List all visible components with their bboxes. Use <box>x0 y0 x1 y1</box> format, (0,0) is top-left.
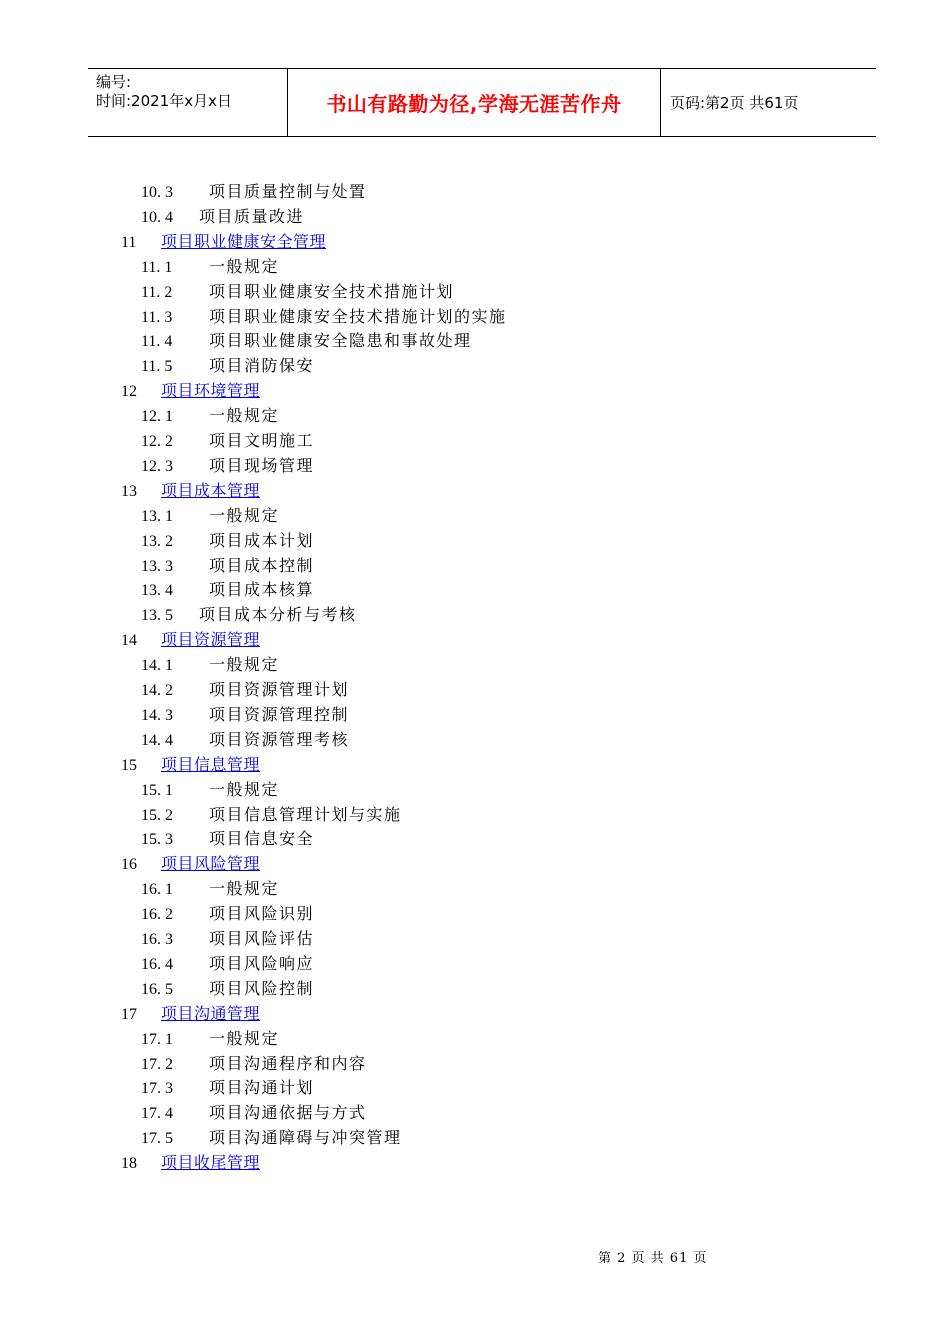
toc-entry-title: 一般规定 <box>209 879 280 899</box>
toc-section-entry <box>141 528 314 553</box>
toc-entry-number: 17 <box>121 1005 137 1023</box>
toc-entry-number: 13. 4 <box>141 582 173 600</box>
toc-section-entry <box>141 1100 367 1125</box>
toc-section-entry <box>141 777 279 802</box>
toc-entry-title: 项目信息安全 <box>209 829 315 849</box>
toc-entry-number: 11. 4 <box>141 333 173 351</box>
toc-entry-title: 项目沟通依据与方式 <box>209 1103 367 1123</box>
toc-section-entry <box>141 951 314 976</box>
toc-entry-title: 项目成本计划 <box>209 530 315 550</box>
toc-chapter-entry[interactable] <box>121 627 260 652</box>
toc-entry-title: 项目风险控制 <box>209 978 315 998</box>
toc-entry-title: 项目质量改进 <box>199 206 305 226</box>
toc-entry-number: 16. 2 <box>141 906 173 924</box>
toc-entry-number: 14 <box>121 632 137 650</box>
toc-chapter-entry[interactable] <box>121 752 260 777</box>
toc-entry-title: 一般规定 <box>209 655 280 675</box>
toc-entry-number: 12. 3 <box>141 457 173 475</box>
header-page-info: 页码:第2页 共61页 <box>670 94 799 112</box>
page-footer: 第 2 页 共 61 页 <box>598 1251 708 1266</box>
toc-section-entry <box>141 702 349 727</box>
toc-section-entry <box>141 901 314 926</box>
toc-entry-title: 项目质量控制与处置 <box>209 182 367 201</box>
toc-entry-title: 项目资源管理考核 <box>209 729 350 749</box>
toc-entry-number: 13. 2 <box>141 532 173 550</box>
toc-section-entry <box>141 876 279 901</box>
toc-entry-title: 项目风险评估 <box>209 929 315 948</box>
toc-section-entry <box>141 353 314 378</box>
toc-entry-title: 项目成本控制 <box>209 555 315 575</box>
toc-entry-title: 项目成本核算 <box>209 580 315 600</box>
toc-entry-number: 17. 5 <box>141 1130 173 1148</box>
toc-section-entry <box>141 1125 402 1150</box>
toc-entry-title: 项目沟通计划 <box>209 1078 315 1098</box>
toc-entry-title: 项目消防保安 <box>209 356 315 376</box>
toc-section-entry <box>141 328 472 353</box>
toc-section-entry <box>141 279 454 304</box>
toc-chapter-entry[interactable] <box>121 1001 260 1026</box>
toc-section-entry <box>141 428 314 453</box>
toc-section-entry <box>141 254 279 279</box>
toc-chapter-entry[interactable] <box>121 478 260 503</box>
toc-entry-number: 16. 4 <box>141 955 173 973</box>
header-divider <box>660 69 661 136</box>
toc-chapter-entry[interactable] <box>121 851 260 876</box>
toc-entry-number: 18 <box>121 1155 137 1173</box>
page-header <box>88 68 876 137</box>
toc-entry-number: 16. 3 <box>141 931 173 948</box>
toc-entry-title: 项目现场管理 <box>209 455 315 475</box>
toc-entry-number: 11. 1 <box>141 258 173 276</box>
toc-section-entry <box>141 553 314 578</box>
toc-entry-number: 14. 1 <box>141 657 173 675</box>
toc-section-entry <box>141 503 279 528</box>
toc-section-entry <box>141 826 314 851</box>
toc-entry-number: 11. 2 <box>141 283 173 301</box>
toc-section-entry <box>141 577 314 602</box>
toc-section-entry <box>141 1051 367 1076</box>
toc-entry-number: 13. 5 <box>141 607 173 625</box>
toc-section-entry <box>141 976 314 1001</box>
toc-section-entry <box>141 727 349 752</box>
toc-entry-number: 17. 1 <box>141 1030 173 1048</box>
toc-section-entry <box>141 1075 314 1100</box>
toc-entry-number: 17. 3 <box>141 1080 173 1098</box>
toc-entry-number: 14. 3 <box>141 706 173 724</box>
toc-entry-title: 一般规定 <box>209 256 280 276</box>
toc-section-entry <box>141 204 304 229</box>
toc-entry-number: 15. 2 <box>141 806 173 824</box>
toc-section-entry <box>141 802 402 827</box>
toc-section-entry <box>141 926 314 951</box>
document-time-label: 时间:2021年x月x日 <box>96 92 232 110</box>
toc-entry-number: 17. 4 <box>141 1105 173 1123</box>
toc-section-entry <box>141 677 349 702</box>
toc-chapter-link[interactable]: 项目风险管理 <box>161 854 261 874</box>
toc-entry-title: 项目风险识别 <box>209 904 315 924</box>
toc-entry-title: 项目文明施工 <box>209 431 315 450</box>
toc-entry-number: 15. 1 <box>141 781 173 799</box>
toc-chapter-entry[interactable] <box>121 229 326 254</box>
toc-chapter-entry[interactable] <box>121 1150 260 1175</box>
toc-section-entry <box>141 602 357 627</box>
toc-entry-title: 项目信息管理计划与实施 <box>209 804 402 824</box>
toc-entry-title: 一般规定 <box>209 505 280 525</box>
toc-section-entry <box>141 304 507 329</box>
toc-entry-number: 11. 3 <box>141 308 173 326</box>
toc-entry-number: 15. 3 <box>141 831 173 849</box>
toc-chapter-entry[interactable] <box>121 378 260 403</box>
toc-entry-number: 12. 2 <box>141 433 173 450</box>
toc-entry-number: 17. 2 <box>141 1055 173 1073</box>
toc-entry-title: 项目沟通障碍与冲突管理 <box>209 1128 402 1148</box>
toc-chapter-link[interactable]: 项目成本管理 <box>161 480 261 500</box>
toc-entry-number: 16. 1 <box>141 881 173 899</box>
toc-entry-number: 15 <box>121 756 137 774</box>
header-meta <box>96 69 286 136</box>
toc-entry-number: 12 <box>121 383 137 401</box>
toc-entry-title: 一般规定 <box>209 1028 280 1048</box>
toc-section-entry <box>141 403 279 428</box>
toc-entry-number: 10. 4 <box>141 208 173 226</box>
toc-section-entry <box>141 453 314 478</box>
toc-chapter-link[interactable]: 项目收尾管理 <box>161 1153 261 1173</box>
toc-entry-title: 项目风险响应 <box>209 953 315 973</box>
toc-entry-number: 14. 2 <box>141 682 173 699</box>
toc-entry-number: 13. 1 <box>141 507 173 525</box>
toc-chapter-link[interactable]: 项目信息管理 <box>161 754 261 774</box>
toc-entry-number: 13 <box>121 482 137 500</box>
toc-chapter-link[interactable]: 项目资源管理 <box>161 630 261 650</box>
document-number-label: 编号: <box>96 73 132 91</box>
toc-section-entry <box>141 652 279 677</box>
toc-entry-title: 项目职业健康安全技术措施计划 <box>209 281 455 301</box>
toc-chapter-link[interactable]: 项目职业健康安全管理 <box>161 231 327 251</box>
toc-entry-number: 16 <box>121 856 137 874</box>
toc-section-entry <box>141 179 367 204</box>
toc-entry-number: 12. 1 <box>141 408 173 426</box>
header-motto: 书山有路勤为径,学海无涯苦作舟 <box>326 92 622 116</box>
toc-entry-number: 13. 3 <box>141 557 173 575</box>
toc-entry-title: 项目沟通程序和内容 <box>209 1053 367 1073</box>
toc-entry-title: 项目成本分析与考核 <box>199 605 357 625</box>
toc-entry-title: 项目资源管理计划 <box>209 680 350 699</box>
toc-chapter-link[interactable]: 项目环境管理 <box>161 381 261 401</box>
toc-entry-title: 一般规定 <box>209 779 280 799</box>
toc-section-entry <box>141 1026 279 1051</box>
toc-entry-title: 项目职业健康安全技术措施计划的实施 <box>209 306 507 326</box>
toc-chapter-link[interactable]: 项目沟通管理 <box>161 1003 261 1023</box>
toc-entry-number: 16. 5 <box>141 980 173 998</box>
toc-entry-number: 11 <box>121 233 137 251</box>
toc-entry-number: 11. 5 <box>141 358 173 376</box>
toc-entry-title: 一般规定 <box>209 406 280 426</box>
toc-entry-title: 项目资源管理控制 <box>209 704 350 724</box>
toc-entry-number: 10. 3 <box>141 184 173 201</box>
toc-entry-title: 项目职业健康安全隐患和事故处理 <box>209 331 472 351</box>
toc-entry-number: 14. 4 <box>141 731 173 749</box>
